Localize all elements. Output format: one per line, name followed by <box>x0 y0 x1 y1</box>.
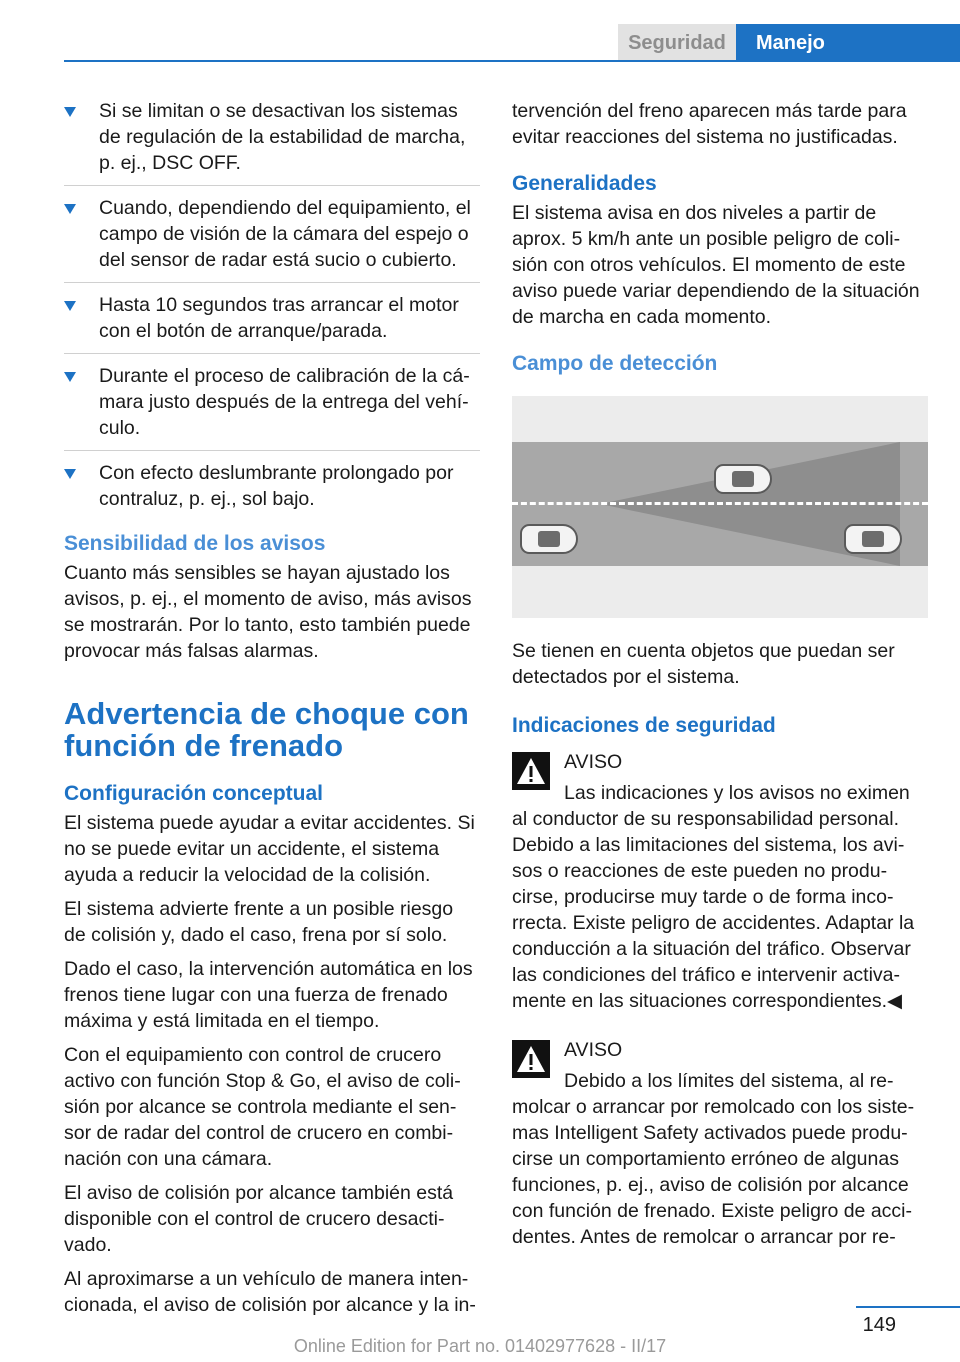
bullet-triangle-icon <box>64 469 76 479</box>
header-divider <box>64 60 960 62</box>
tab-seguridad[interactable]: Seguridad <box>618 24 736 62</box>
list-item-text: Hasta 10 segundos tras arrancar el motor con el botón de arranque/parada. <box>99 294 459 342</box>
warning-icon <box>512 1040 550 1078</box>
warning-title: AVISO <box>564 751 623 773</box>
list-item <box>64 363 480 451</box>
paragraph: El aviso de colisión por alcance también está disponible con el control de crucero desacti‐ vado. <box>64 1182 454 1256</box>
list-item-text: Cuando, dependiendo del equipamiento, el campo de visión de la cámara del espejo o del sensor de radar está sucio o cubierto. <box>99 197 471 271</box>
list-item <box>64 98 480 186</box>
car-icon <box>714 464 772 494</box>
warning-text: Debido a los límites del sistema, al re‐ molcar o arrancar por remolcado con los siste‐ mas Intelligent Safety activados puede produ‐ cirse un comportamiento erróneo de algunas funciones, p. ej., aviso de colisión por alcance con función de frenado. Existe peligro de acci‐ dentes. Antes de remolcar o arrancar por re‐ <box>512 1070 915 1248</box>
bullet-triangle-icon <box>64 372 76 382</box>
car-icon <box>520 524 578 554</box>
footer-edition: Online Edition for Part no. 01402977628 - II/17 <box>293 1336 667 1356</box>
section-title: Advertencia de choque con función de frenado <box>64 696 469 763</box>
warning-icon <box>512 752 550 790</box>
warning-text: Las indicaciones y los avisos no eximen al conductor de su responsabilidad personal. Debido a las limitaciones del sistema, los avi‐ sos o reacciones de este pueden no produ‐ cirse, producirse muy tarde o de forma inco‐ rrecta. Existe peligro de accidentes. Adaptar la conducción a la situación del tráfico. Observar las condiciones del tráfico e intervenir activa‐ mente en las situaciones correspondientes.◀ <box>512 782 915 1012</box>
paragraph: Al aproximarse a un vehículo de manera inten‐ cionada, el aviso de colisión por alcance y la in‐ <box>64 1268 476 1316</box>
list-item <box>64 195 480 283</box>
car-icon <box>844 524 902 554</box>
paragraph: El sistema advierte frente a un posible riesgo de colisión y, dado el caso, frena por sí solo. <box>64 898 454 946</box>
bullet-triangle-icon <box>64 301 76 311</box>
bullet-list <box>64 98 480 512</box>
list-item <box>64 460 480 512</box>
paragraph: Dado el caso, la intervención automática en los frenos tiene lugar con una fuerza de frenado máxima y está limitada en el tiempo. <box>64 958 473 1032</box>
bullet-triangle-icon <box>64 107 76 117</box>
page-number: 149 <box>862 1314 896 1336</box>
paragraph: Con el equipamiento con control de crucero activo con función Stop & Go, el aviso de coli‐ sión por alcance se controla mediante el sen‐ sor de radar del control de crucero en combi‐ nación con una cámara. <box>64 1044 461 1170</box>
seguridad-heading: Indicaciones de seguridad <box>512 714 776 737</box>
sensibilidad-paragraph: Cuanto más sensibles se hayan ajustado los avisos, p. ej., el momento de aviso, más avisos se mostrarán. Por lo tanto, esto también puede provocar más falsas alarmas. <box>64 562 472 662</box>
continued-paragraph: tervención del freno aparecen más tarde para evitar reacciones del sistema no justificadas. <box>512 100 907 148</box>
campo-paragraph: Se tienen en cuenta objetos que puedan ser detectados por el sistema. <box>512 640 895 688</box>
page-header <box>618 24 960 62</box>
detection-field-illustration <box>512 396 928 618</box>
sensibilidad-heading: Sensibilidad de los avisos <box>64 532 326 555</box>
warning-title: AVISO <box>564 1039 623 1061</box>
generalidades-paragraph: El sistema avisa en dos niveles a partir de aprox. 5 km/h ante un posible peligro de coli‐ sión con otros vehículos. El momento de este aviso puede variar dependiendo de la situación de marcha en cada momento. <box>512 202 920 328</box>
generalidades-heading: Generalidades <box>512 172 657 195</box>
warning-block <box>512 748 928 1014</box>
list-item-text: Durante el proceso de calibración de la cá‐ mara justo después de la entrega del vehí‐ culo. <box>99 365 470 439</box>
left-column <box>64 98 480 1326</box>
bullet-triangle-icon <box>64 204 76 214</box>
lane-marking <box>512 502 928 505</box>
tab-manejo[interactable]: Manejo <box>736 24 960 62</box>
paragraph: El sistema puede ayudar a evitar accidentes. Si no se puede evitar un accidente, el sistema ayuda a reducir la velocidad de la colisión. <box>64 812 475 886</box>
campo-heading: Campo de detección <box>512 352 718 375</box>
footer-divider <box>856 1306 960 1308</box>
list-item <box>64 292 480 354</box>
right-column <box>512 98 928 1260</box>
config-heading: Configuración conceptual <box>64 782 324 805</box>
warning-block <box>512 1036 928 1250</box>
list-item-text: Con efecto deslumbrante prolongado por contraluz, p. ej., sol bajo. <box>99 462 454 510</box>
list-item-text: Si se limitan o se desactivan los sistemas de regulación de la estabilidad de marcha, p. ej., DSC OFF. <box>99 100 466 174</box>
